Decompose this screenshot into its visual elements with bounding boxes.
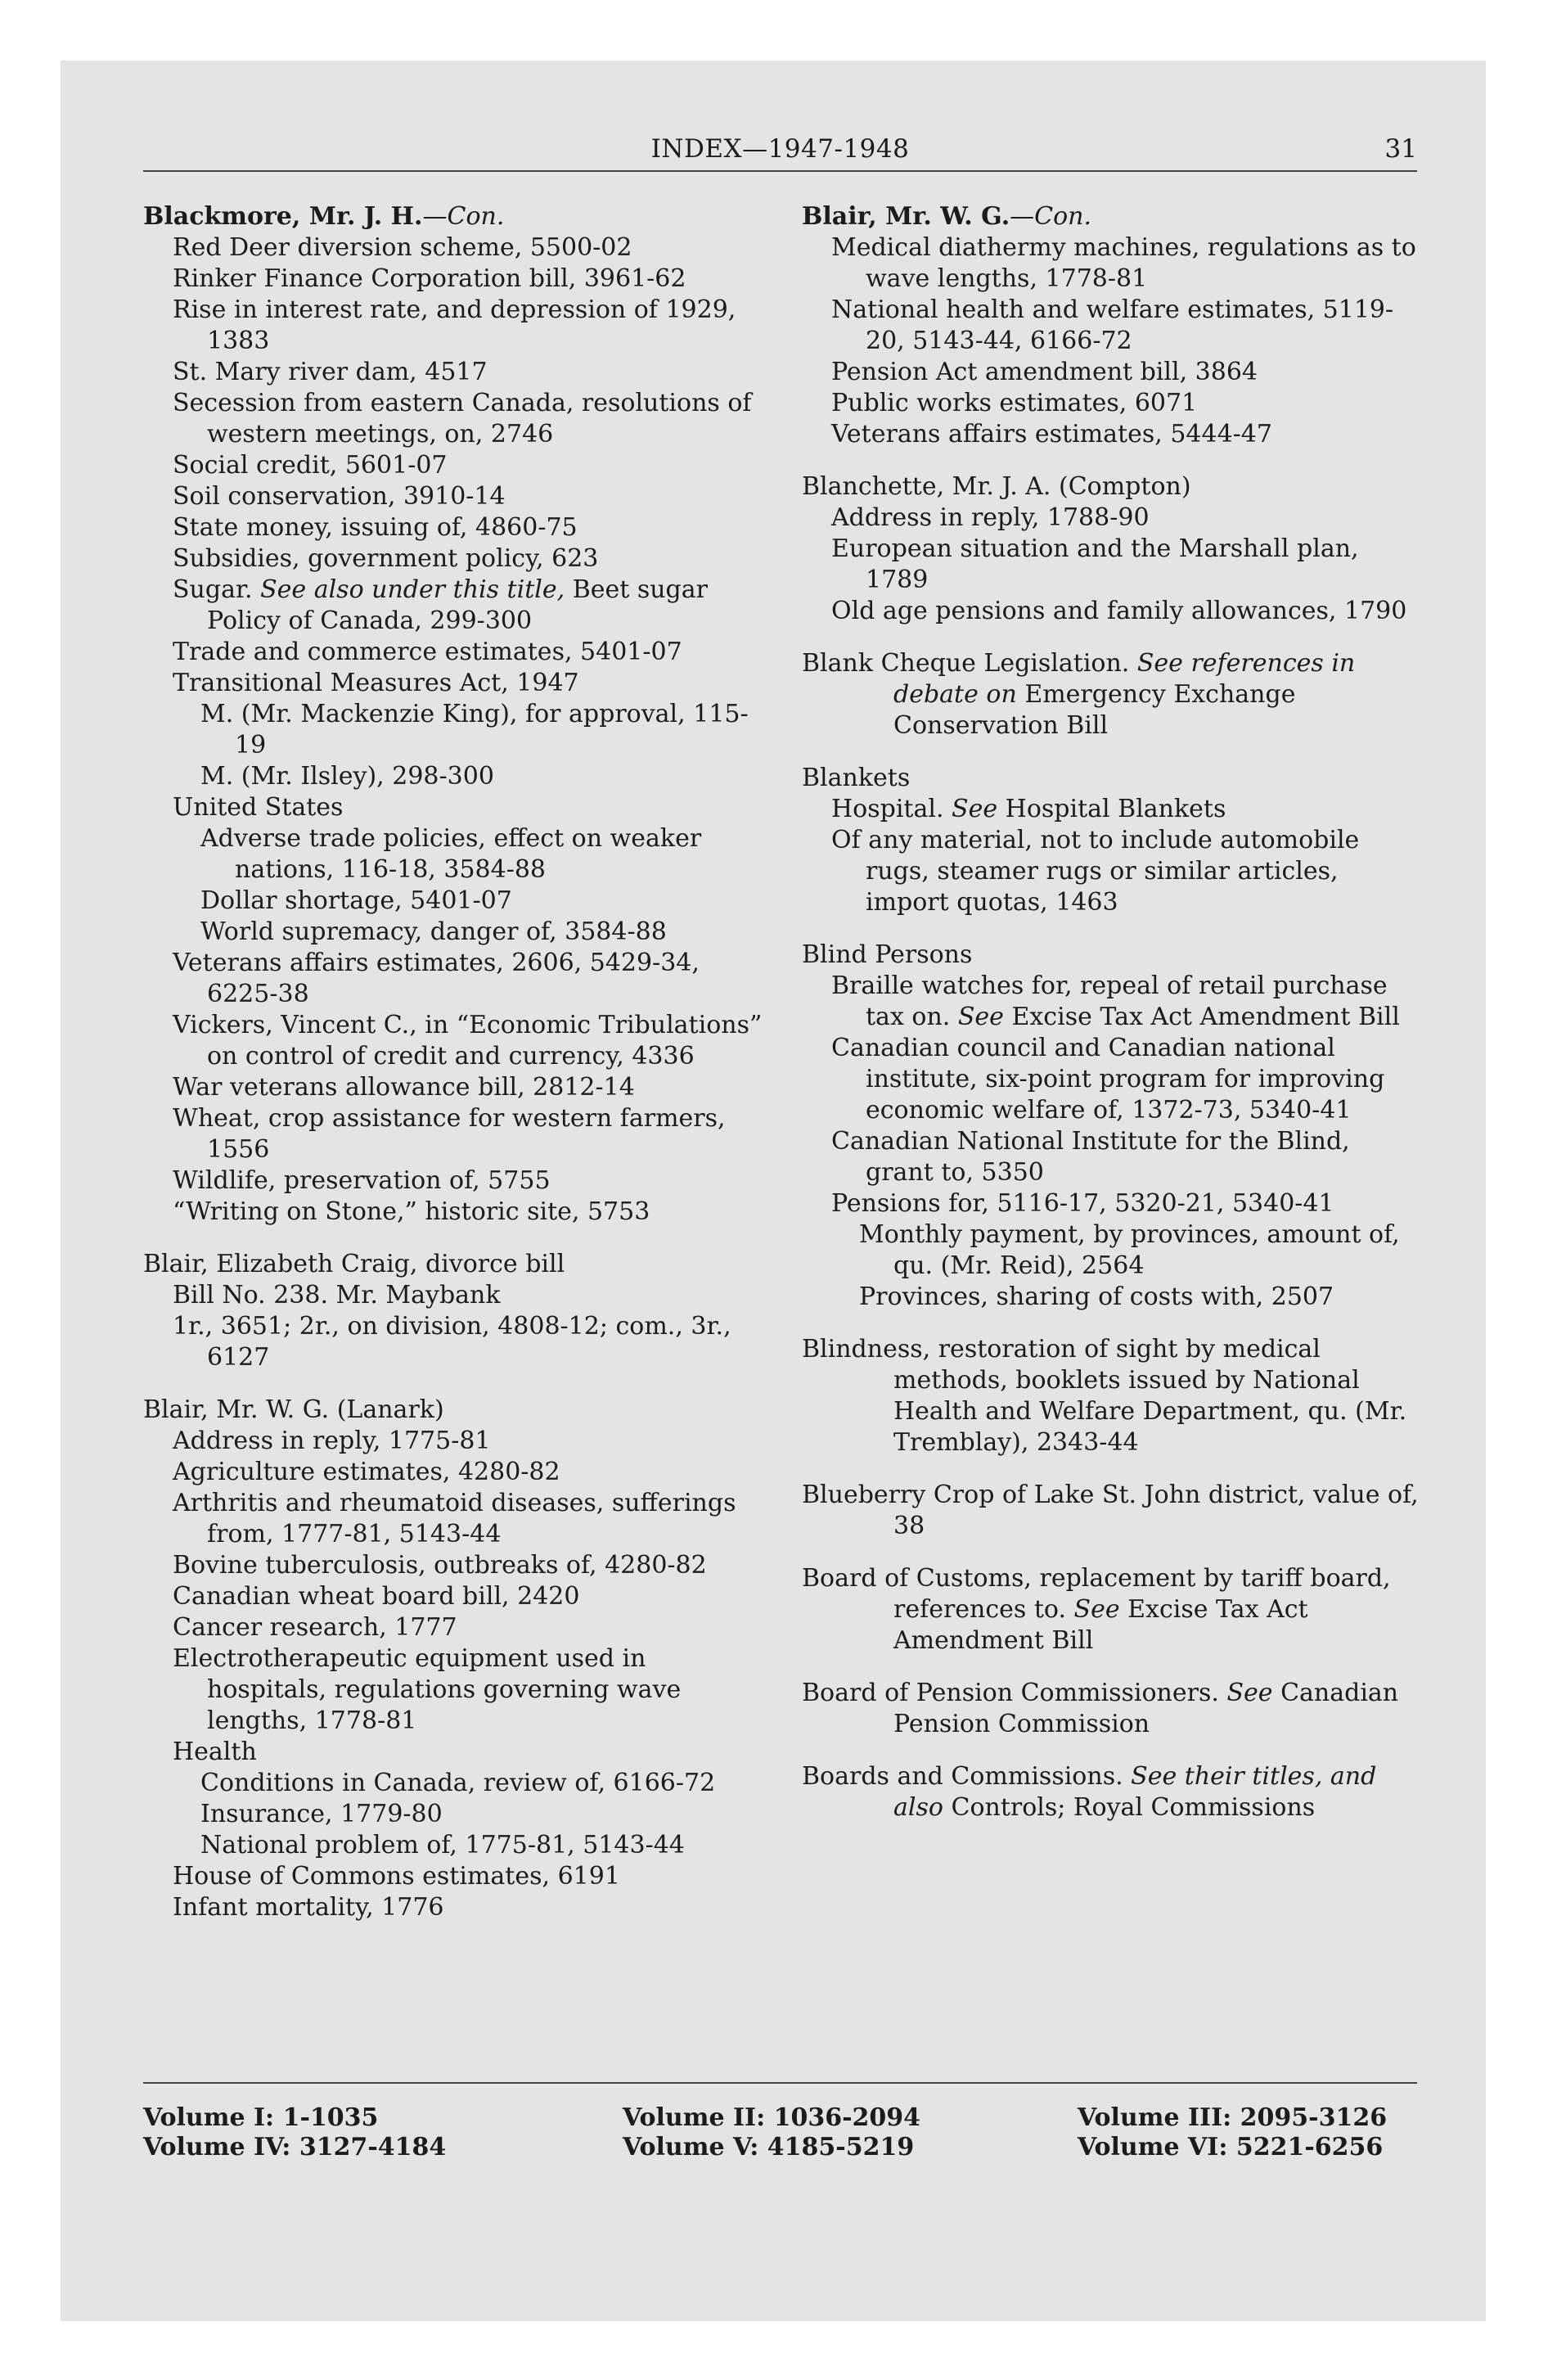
index-item: Wildlife, preservation of, 5755 xyxy=(173,1166,551,1195)
footer-rule xyxy=(143,2082,1417,2084)
index-item: Agriculture estimates, 4280-82 xyxy=(173,1458,560,1486)
heading-name: Blueberry Crop xyxy=(802,1481,995,1509)
heading-name: Board of Pension Commissioners. xyxy=(802,1679,1219,1707)
heading-name: Blair, Mr. W. G. xyxy=(802,202,1010,231)
heading-name: Blind Persons xyxy=(802,940,973,969)
index-item: Canadian National Institute for the Blind, grant to, 5350 xyxy=(831,1127,1350,1187)
index-item: United States xyxy=(173,793,344,822)
index-item: Pensions for, 5116-17, 5320-21, 5340-41 xyxy=(831,1189,1334,1218)
index-item: Canadian council and Canadian national institute, six-point program for improving economic welfare of, 1372-73, 5340-41 xyxy=(831,1034,1385,1125)
entry-heading-blair-wg: Blair, Mr. W. G. (Lanark) xyxy=(143,1395,444,1424)
volume-range: Volume VI: 5221-6256 xyxy=(1078,2133,1384,2161)
index-item: Pension Act amendment bill, 3864 xyxy=(831,358,1258,386)
entry-heading-boards-and-commissions: Boards and Commissions. See their titles, and also Controls; Royal Commissions xyxy=(802,1762,1377,1822)
index-item: Vickers, Vincent C., in “Economic Tribulations” on control of credit and currency, 4336 xyxy=(173,1011,763,1071)
heading-name: Board of Customs, xyxy=(802,1564,1032,1593)
entry-heading-blueberry: Blueberry Crop of Lake St. John district, value of, 38 xyxy=(802,1481,1419,1540)
index-item: Trade and commerce estimates, 5401-07 xyxy=(173,638,682,666)
entry-heading-blanchette: Blanchette, Mr. J. A. (Compton) xyxy=(802,472,1191,501)
index-item: Social credit, 5601-07 xyxy=(173,451,448,480)
heading-name: Blank Cheque Legislation. xyxy=(802,649,1130,678)
index-item: Health xyxy=(173,1738,257,1766)
index-item: Subsidies, government policy, 623 xyxy=(173,544,599,573)
index-item: Bill No. 238. Mr. Maybank xyxy=(173,1281,501,1309)
index-item-hospital: Hospital. See Hospital Blankets xyxy=(831,795,1226,823)
index-subitem: National problem of, 1775-81, 5143-44 xyxy=(200,1831,685,1859)
page-header xyxy=(143,131,1417,180)
heading-name: Blankets xyxy=(802,764,911,792)
index-subitem: Insurance, 1779-80 xyxy=(200,1800,443,1828)
entry-heading-blank-cheque: Blank Cheque Legislation. See references in debate on Emergency Exchange Conservation Bill xyxy=(802,649,1356,740)
index-subitem: M. (Mr. Ilsley), 298-300 xyxy=(200,762,494,791)
index-subitem: M. (Mr. Mackenzie King), for approval, 115-19 xyxy=(200,700,749,760)
see-reference: See xyxy=(957,1003,1004,1031)
index-item: Veterans affairs estimates, 2606, 5429-34, 6225-38 xyxy=(173,949,700,1008)
index-item: 1r., 3651; 2r., on division, 4808-12; com., 3r., 6127 xyxy=(173,1312,731,1372)
header-rule xyxy=(143,170,1417,172)
volume-range: Volume I: 1-1035 xyxy=(143,2103,379,2132)
index-item: Transitional Measures Act, 1947 xyxy=(173,669,579,697)
index-item: Canadian wheat board bill, 2420 xyxy=(173,1582,580,1611)
index-item: Rise in interest rate, and depression of 1929, 1383 xyxy=(173,295,736,355)
index-subitem: Conditions in Canada, review of, 6166-72 xyxy=(200,1769,716,1797)
index-subitem: Provinces, sharing of costs with, 2507 xyxy=(859,1282,1334,1311)
page-number: 31 xyxy=(1384,134,1417,164)
index-subitem: Dollar shortage, 5401-07 xyxy=(200,886,512,915)
index-item: Red Deer diversion scheme, 5500-02 xyxy=(173,233,632,262)
index-item: St. Mary river dam, 4517 xyxy=(173,358,488,386)
entry-heading-blair-elizabeth: Blair, Elizabeth Craig, divorce bill xyxy=(143,1250,565,1278)
heading-continued: —Con. xyxy=(1010,202,1092,231)
index-item: Cancer research, 1777 xyxy=(173,1613,457,1642)
index-item: State money, issuing of, 4860-75 xyxy=(173,513,578,542)
index-item: Old age pensions and family allowances, 1790 xyxy=(831,597,1407,625)
index-item: Of any material, not to include automobile rugs, steamer rugs or similar articles, import quotas, 1463 xyxy=(831,826,1360,917)
entry-heading-blind-persons xyxy=(802,940,1424,971)
see-reference: See xyxy=(1226,1679,1273,1707)
index-item-sugar: Sugar. See also under this title, Beet sugar Policy of Canada, 299-300 xyxy=(173,575,708,635)
volume-range: Volume IV: 3127-4184 xyxy=(143,2133,447,2161)
index-subitem: World supremacy, danger of, 3584-88 xyxy=(200,917,667,946)
index-item: Address in reply, 1788-90 xyxy=(831,503,1150,532)
entry-heading-blair-wg-cont xyxy=(802,201,1424,232)
entry-heading-blackmore xyxy=(143,201,765,232)
index-item: National health and welfare estimates, 5119-20, 5143-44, 6166-72 xyxy=(831,295,1394,355)
index-item: Bovine tuberculosis, outbreaks of, 4280-82 xyxy=(173,1551,707,1580)
entry-heading-board-of-customs: Board of Customs, replacement by tariff board, references to. See Excise Tax Act Amendment Bill xyxy=(802,1564,1391,1655)
index-item: Soil conservation, 3910-14 xyxy=(173,482,506,511)
index-item: Public works estimates, 6071 xyxy=(831,389,1198,417)
volume-range: Volume III: 2095-3126 xyxy=(1078,2103,1388,2132)
index-item: Rinker Finance Corporation bill, 3961-62 xyxy=(173,264,686,293)
entry-heading-blankets xyxy=(802,763,1424,794)
heading-name: Blindness, xyxy=(802,1335,931,1364)
index-subitem: Adverse trade policies, effect on weaker nations, 116-18, 3584-88 xyxy=(200,824,702,884)
index-item: European situation and the Marshall plan, 1789 xyxy=(831,534,1359,594)
index-item: Address in reply, 1775-81 xyxy=(173,1427,491,1455)
right-column xyxy=(802,201,1424,1823)
heading-continued: —Con. xyxy=(422,202,505,231)
see-reference: See xyxy=(952,795,998,823)
heading-name: Blair, Mr. W. G. xyxy=(143,1395,330,1424)
heading-name: Boards and Commissions. xyxy=(802,1762,1123,1791)
index-item: Infant mortality, 1776 xyxy=(173,1893,444,1922)
index-item: “Writing on Stone,” historic site, 5753 xyxy=(173,1197,650,1226)
see-reference: See references in debate on xyxy=(893,649,1356,709)
see-reference: See xyxy=(1073,1595,1120,1624)
see-reference: See their titles, and also xyxy=(893,1762,1377,1822)
volume-range: Volume V: 4185-5219 xyxy=(623,2133,915,2161)
heading-name: Blackmore, Mr. J. H. xyxy=(143,202,423,231)
index-item: Arthritis and rheumatoid diseases, sufferings from, 1777-81, 5143-44 xyxy=(173,1489,736,1548)
index-item: Medical diathermy machines, regulations as to wave lengths, 1778-81 xyxy=(831,233,1416,293)
footer-col-2 xyxy=(623,2103,920,2162)
heading-name: Blair, xyxy=(143,1250,209,1278)
entry-heading-board-of-pension: Board of Pension Commissioners. See Canadian Pension Commission xyxy=(802,1679,1399,1738)
volume-range: Volume II: 1036-2094 xyxy=(623,2103,921,2132)
heading-name: Blanchette, Mr. J. A. xyxy=(802,472,1051,501)
footer-col-1 xyxy=(143,2103,446,2162)
index-subitem: Monthly payment, by provinces, amount of, qu. (Mr. Reid), 2564 xyxy=(859,1220,1400,1280)
index-item: House of Commons estimates, 6191 xyxy=(173,1862,620,1891)
entry-heading-blindness: Blindness, restoration of sight by medical methods, booklets issued by National Health and Welfare Department, qu. (Mr. Tremblay), 2343-44 xyxy=(802,1335,1407,1457)
index-item: War veterans allowance bill, 2812-14 xyxy=(173,1073,635,1102)
index-item: Secession from eastern Canada, resolutions of western meetings, on, 2746 xyxy=(173,389,752,449)
see-reference: See also under this title, xyxy=(260,575,565,604)
index-item: Electrotherapeutic equipment used in hospitals, regulations governing wave lengths, 1778-81 xyxy=(173,1644,682,1735)
left-column xyxy=(143,201,765,1923)
index-item: Wheat, crop assistance for western farmers, 1556 xyxy=(173,1104,726,1164)
index-item-braille: Braille watches for, repeal of retail purchase tax on. See Excise Tax Act Amendment Bill xyxy=(831,971,1400,1031)
running-title: INDEX—1947-1948 xyxy=(650,134,910,164)
footer-col-3 xyxy=(1078,2103,1387,2162)
index-item: Veterans affairs estimates, 5444-47 xyxy=(831,420,1272,449)
